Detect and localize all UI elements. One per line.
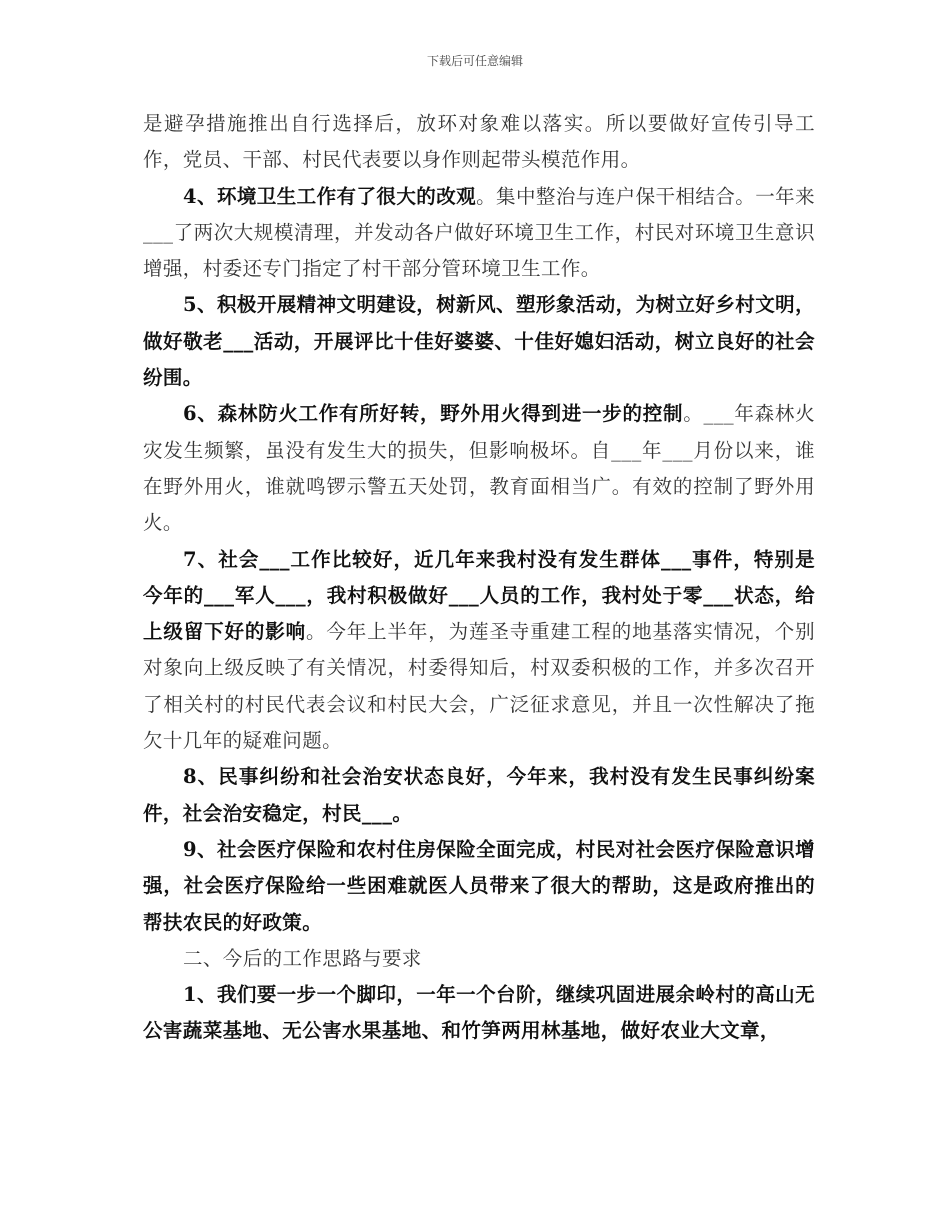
page-header: 下载后可任意编辑	[426, 54, 523, 68]
section-heading	[143, 941, 815, 977]
item-heading: 9、社会医疗保险和农村住房保险全面完成，村民对社会医疗保险意识增强，社会医疗保险给一些困难就医人员带来了很大的帮助，这是政府推出的帮扶农民的好政策。	[143, 837, 815, 934]
paragraph-text: 是避孕措施推出自行选择后，放环对象难以落实。所以要做好宣传引导工作，党员、干部、村民代表要以身作则起带头模范作用。	[143, 112, 815, 172]
item-body: 。今年上半年，为莲圣寺重建工程的地基落实情况，个别对象向上级反映了有关情况，村委得知后，村双委积极的工作，并多次召开了相关村的村民代表会议和村民大会，广泛征求意见，并且一次性解决了拖欠十几年的疑难问题。	[143, 620, 815, 753]
item-heading: 8、民事纠纷和社会治安状态良好，今年来，我村没有发生民事纠纷案件，社会治安稳定，村民___。	[143, 765, 815, 825]
document-body	[143, 106, 815, 1050]
paragraph-continuation	[143, 106, 815, 179]
paragraph-item-7	[143, 542, 815, 760]
item-heading: 6、森林防火工作有所好转，野外用火得到进一步的控制	[183, 402, 684, 426]
item-heading: 1、我们要一步一个脚印，一年一个台阶，继续巩固进展余岭村的高山无公害蔬菜基地、无公害水果基地、和竹笋两用林基地，做好农业大文章，	[143, 983, 815, 1043]
paragraph-item-8	[143, 759, 815, 832]
item-heading: 5、积极开展精神文明建设，树新风、塑形象活动，为树立好乡村文明，做好敬老___活动，开展评比十佳好婆婆、十佳好媳妇活动，树立良好的社会纷围。	[143, 293, 815, 390]
item-heading: 4、环境卫生工作有了很大的改观	[183, 184, 477, 208]
item-body: 。___年森林火灾发生频繁，虽没有发生大的损失，但影响极坏。自___年___月份以来，谁在野外用火，谁就鸣锣示警五天处罚，教育面相当广。有效的控制了野外用火。	[143, 402, 815, 535]
paragraph-item-9	[143, 832, 815, 941]
paragraph-plan-1	[143, 977, 815, 1050]
item-body: 。集中整治与连户保干相结合。一年来___了两次大规模清理，并发动各户做好环境卫生工作，村民对环境卫生意识增强，村委还专门指定了村干部分管环境卫生工作。	[143, 184, 815, 281]
paragraph-item-6	[143, 396, 815, 541]
section-title: 二、今后的工作思路与要求	[183, 946, 422, 970]
paragraph-item-5	[143, 287, 815, 396]
paragraph-item-4	[143, 179, 815, 288]
item-heading: 7、社会___工作比较好，近几年来我村没有发生群体___事件，特别是今年的___军人___，我村积极做好___人员的工作，我村处于零___状态，给上级留下好的影响	[143, 547, 815, 644]
